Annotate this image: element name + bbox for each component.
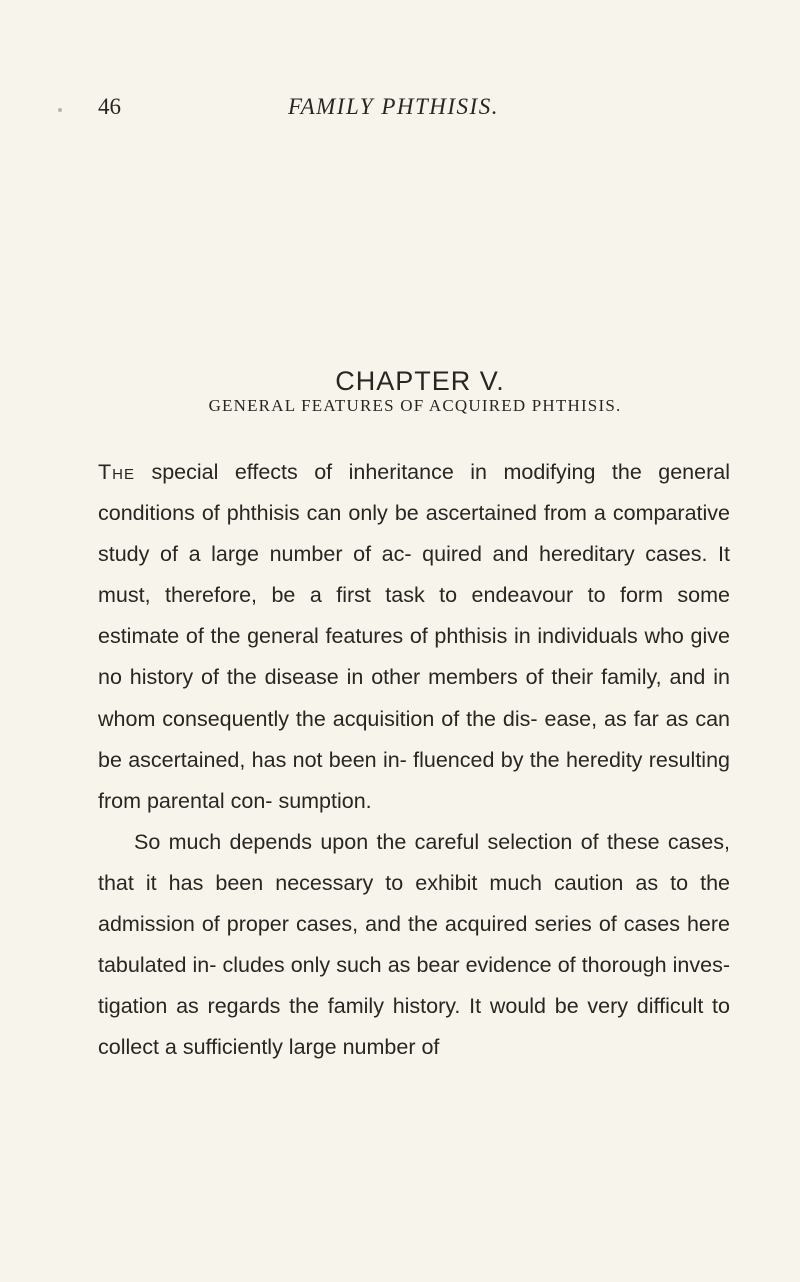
body-text: [98, 452, 730, 1068]
page-header: [0, 94, 800, 124]
paragraph-2: So much depends upon the careful selection of these cases, that it has been necessary to exhibit much caution as to the admission of proper cases, and the acquired series of cases here tabulated in- cludes only such as bear evidence of thorough inves- tigation as regards the family history. It would be very difficult to collect a sufficiently large number of: [98, 829, 730, 1060]
running-title: FAMILY PHTHISIS.: [288, 94, 499, 119]
page-number: 46: [98, 94, 121, 119]
paragraph-lead-word: The: [98, 460, 135, 484]
paragraph-1-text: special effects of inheritance in modifying the general conditions of phthisis can only be ascertained from a comparative study of a large number of ac- quired and hereditary cases. It must, therefore, be a first task to endeavour to form some estimate of the general features of phthisis in individuals who give no history of the disease in other members of their family, and in whom consequently the acquisition of the dis- ease, as far as can be ascertained, has not been in- fluenced by the heredity resulting from parental con- sumption.: [98, 460, 730, 813]
chapter-subtitle: GENERAL FEATURES OF ACQUIRED PHTHISIS.: [208, 396, 622, 415]
paragraph-1: [98, 452, 730, 822]
chapter-heading: CHAPTER V.: [335, 366, 505, 396]
